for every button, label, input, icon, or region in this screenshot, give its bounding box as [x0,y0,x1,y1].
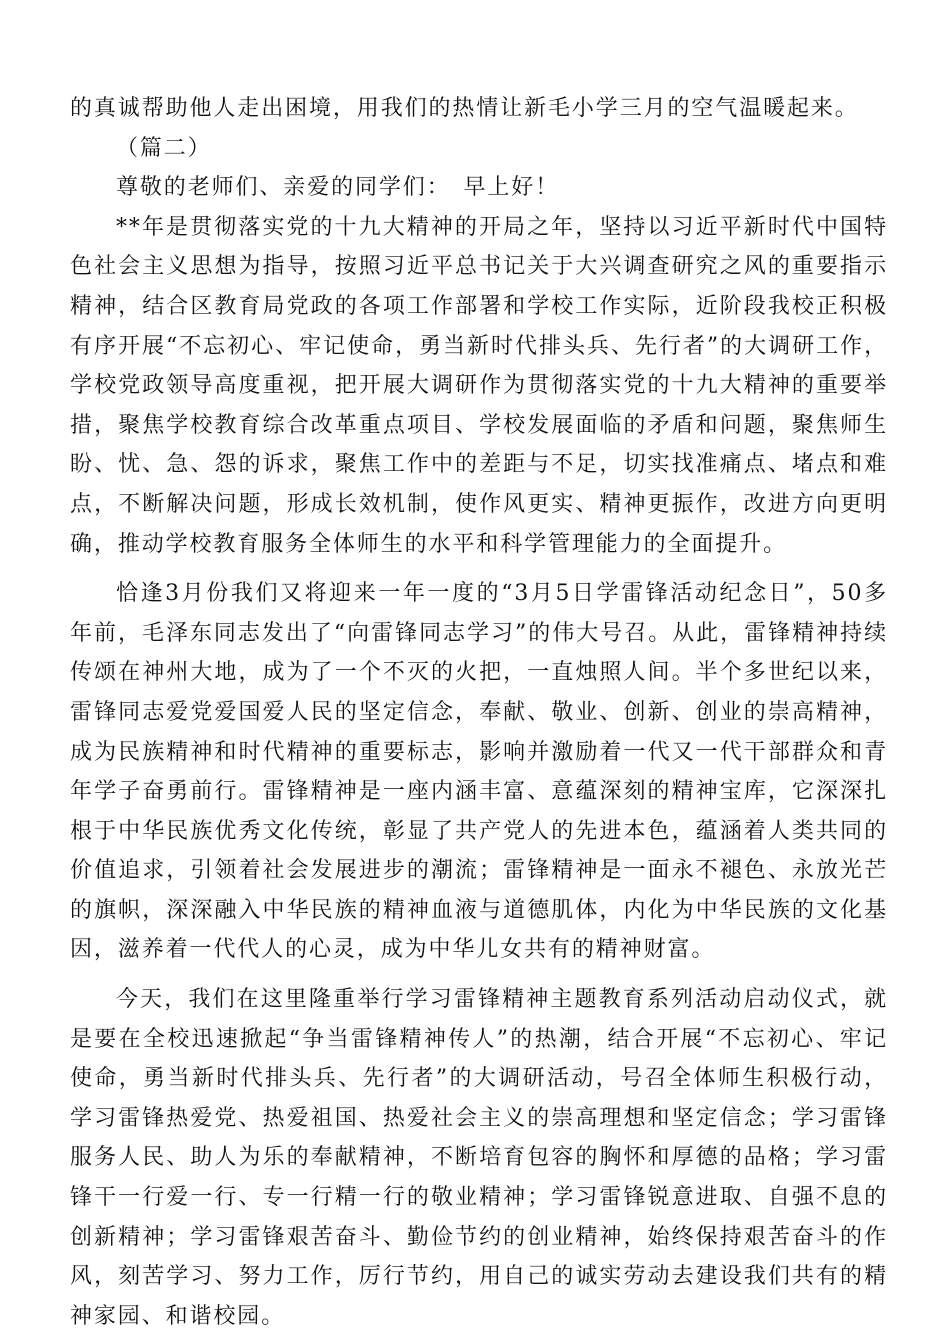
paragraph-leifeng-spirit: 恰逢3月份我们又将迎来一年一度的“3月5日学雷锋活动纪念日”，50多年前，毛泽东同志发出了“向雷锋同志学习”的伟大号召。从此，雷锋精神持续传颂在神州大地，成为了一个不灭的火把，一直烛照人间。半个多世纪以来，雷锋同志爱党爱国爱人民的坚定信念，奉献、敬业、创新、创业的崇高精神，成为民族精神和时代精神的重要标志，影响并激励着一代又一代干部群众和青年学子奋勇前行。雷锋精神是一座内涵丰富、意蕴深刻的精神宝库，它深深扎根于中华民族优秀文化传统，彰显了共产党人的先进本色，蕴涵着人类共同的价值追求，引领着社会发展进步的潮流；雷锋精神是一面永不褪色、永放光芒的旗帜，深深融入中华民族的精神血液与道德肌体，内化为中华民族的文化基因，滋养着一代代人的心灵，成为中华儿女共有的精神财富。 [70,581,888,963]
section-heading: （篇二） [116,135,212,161]
greeting-line: 尊敬的老师们、亲爱的同学们： 早上好！ [116,175,560,201]
paragraph-research: **年是贯彻落实党的十九大精神的开局之年，坚持以习近平新时代中国特色社会主义思想为指导，按照习近平总书记关于大兴调查研究之风的重要指示精神，结合区教育局党政的各项工作部署和学校工作实际，近阶段我校正积极有序开展“不忘初心、牢记使命，勇当新时代排头兵、先行者”的大调研工作，学校党政领导高度重视，把开展大调研作为贯彻落实党的十九大精神的重要举措，聚焦学校教育综合改革重点项目、学校发展面临的矛盾和问题，聚焦师生盼、忧、急、怨的诉求，聚焦工作中的差距与不足，切实找准痛点、堵点和难点，不断解决问题，形成长效机制，使作风更实、精神更振作，改进方向更明确，推动学校教育服务全体师生的水平和科学管理能力的全面提升。 [70,214,888,557]
document-body [70,89,888,1336]
paragraph-ceremony: 今天，我们在这里隆重举行学习雷锋精神主题教育系列活动启动仪式，就是要在全校迅速掀起“争当雷锋精神传人”的热潮，结合开展“不忘初心、牢记使命，勇当新时代排头兵、先行者”的大调研活动，号召全体师生积极行动，学习雷锋热爱党、热爱祖国、热爱社会主义的崇高理想和坚定信念；学习雷锋服务人民、助人为乐的奉献精神，不断培育包容的胸怀和厚德的品格；学习雷锋干一行爱一行、专一行精一行的敬业精神；学习雷锋锐意进取、自强不息的创新精神；学习雷锋艰苦奋斗、勤俭节约的创业精神，始终保持艰苦奋斗的作风，刻苦学习、努力工作，厉行节约，用自己的诚实劳动去建设我们共有的精神家园、和谐校园。 [70,987,888,1329]
paragraph-continuation: 的真诚帮助他人走出困境，用我们的热情让新毛小学三月的空气温暖起来。 [70,96,859,121]
